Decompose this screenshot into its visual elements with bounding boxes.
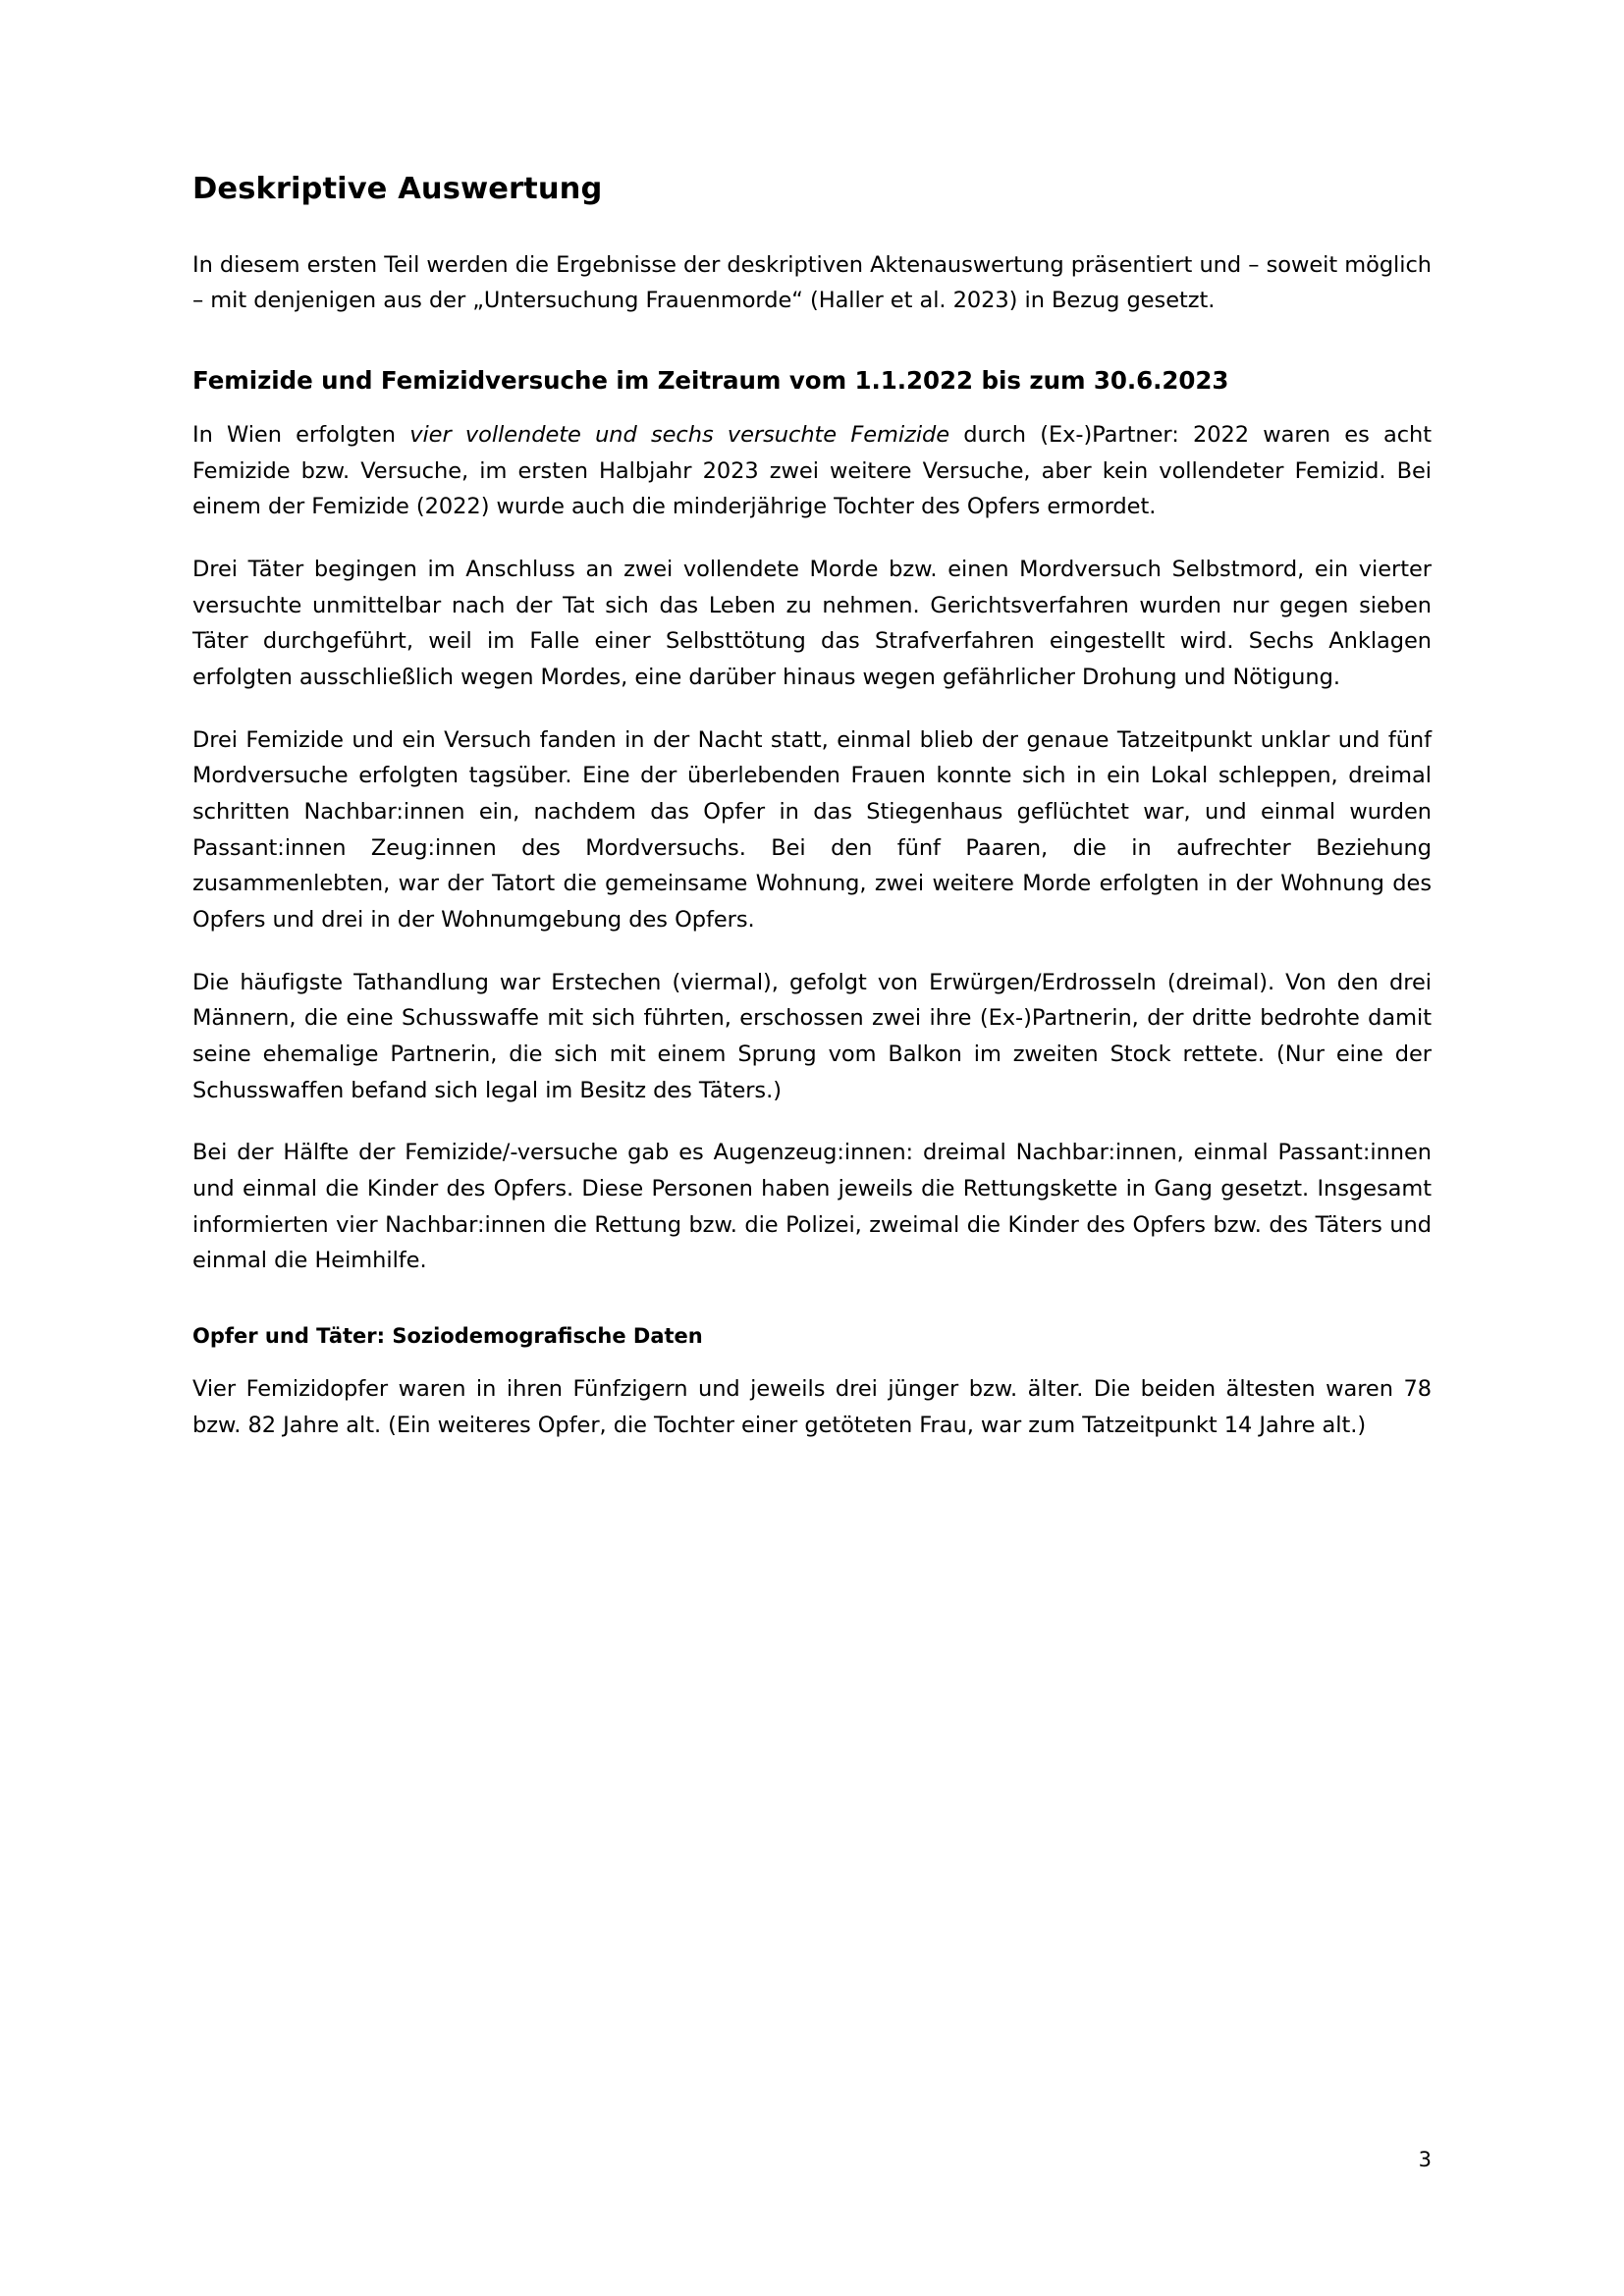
spacer bbox=[192, 525, 1432, 552]
spacer bbox=[192, 1350, 1432, 1371]
paragraph-1 bbox=[192, 417, 1432, 525]
spacer bbox=[192, 1108, 1432, 1135]
spacer bbox=[192, 208, 1432, 247]
spacer bbox=[192, 397, 1432, 417]
paragraph-1-text-end: durch (Ex-)Partner: 2022 waren es acht Femizide bzw. Versuche, im ersten Halbjahr 2023 zwei weitere Versuche, aber kein vollendeter Femizid. Bei einem der Femizide (2022) wurde auch die minderjährige Tochter des Opfers ermordet. bbox=[192, 422, 1433, 520]
spacer bbox=[192, 938, 1432, 965]
page-number: 3 bbox=[1418, 2148, 1432, 2171]
spacer bbox=[192, 1279, 1432, 1322]
sub-heading-soziodemografische-daten: Opfer und Täter: Soziodemografische Daten bbox=[192, 1324, 703, 1349]
page-content bbox=[192, 172, 1432, 1444]
section-heading-femizide: Femizide und Femizidversuche im Zeitraum vom 1.1.2022 bis zum 30.6.2023 bbox=[192, 365, 1229, 395]
paragraph-4: Die häufigste Tathandlung war Erstechen (viermal), gefolgt von Erwürgen/Erdrosseln (dreimal). Von den drei Männern, die eine Schusswaffe mit sich führten, erschossen zwei ihre (Ex-)Partnerin, der dritte bedrohte damit seine ehemalige Partnerin, die sich mit einem Sprung vom Balkon im zweiten Stock rettete. (Nur eine der Schusswaffen befand sich legal im Besitz des Täters.) bbox=[192, 969, 1432, 1103]
paragraph-5: Bei der Hälfte der Femizide/-versuche gab es Augenzeug:innen: dreimal Nachbar:innen, einmal Passant:innen und einmal die Kinder des Opfers. Diese Personen haben jeweils die Rettungskette in Gang gesetzt. Insgesamt informierten vier Nachbar:innen die Rettung bzw. die Polizei, zweimal die Kinder des Opfers bzw. des Täters und einmal die Heimhilfe. bbox=[192, 1140, 1432, 1274]
intro-paragraph: In diesem ersten Teil werden die Ergebnisse der deskriptiven Aktenauswertung präsentiert und – soweit möglich – mit denjenigen aus der „Untersuchung Frauenmorde“ (Haller et al. 2023) in Bezug gesetzt. bbox=[192, 251, 1432, 314]
spacer bbox=[192, 696, 1432, 722]
paragraph-2: Drei Täter begingen im Anschluss an zwei vollendete Morde bzw. einen Mordversuch Selbstmord, ein vierter versuchte unmittelbar nach der Tat sich das Leben zu nehmen. Gerichtsverfahren wurden nur gegen sieben Täter durchgeführt, weil im Falle einer Selbsttötung das Strafverfahren eingestellt wird. Sechs Anklagen erfolgten ausschließlich wegen Mordes, eine darüber hinaus wegen gefährlicher Drohung und Nötigung. bbox=[192, 557, 1432, 691]
spacer bbox=[192, 319, 1432, 364]
paragraph-1-emphasis: vier vollendete und sechs versuchte Femizide bbox=[409, 422, 950, 448]
page-title: Deskriptive Auswertung bbox=[192, 172, 603, 206]
paragraph-6: Vier Femizidopfer waren in ihren Fünfzigern und jeweils drei jünger bzw. älter. Die beiden ältesten waren 78 bzw. 82 Jahre alt. (Ein weiteres Opfer, die Tochter einer getöteten Frau, war zum Tatzeitpunkt 14 Jahre alt.) bbox=[192, 1376, 1432, 1439]
paragraph-3: Drei Femizide und ein Versuch fanden in der Nacht statt, einmal blieb der genaue Tatzeitpunkt unklar und fünf Mordversuche erfolgten tagsüber. Eine der überlebenden Frauen konnte sich in ein Lokal schleppen, dreimal schritten Nachbar:innen ein, nachdem das Opfer in das Stiegenhaus geflüchtet war, und einmal wurden Passant:innen Zeug:innen des Mordversuchs. Bei den fünf Paaren, die in aufrechter Beziehung zusammenlebten, war der Tatort die gemeinsame Wohnung, zwei weitere Morde erfolgten in der Wohnung des Opfers und drei in der Wohnumgebung des Opfers. bbox=[192, 726, 1432, 934]
paragraph-1-text-start: In Wien erfolgten bbox=[192, 422, 410, 448]
